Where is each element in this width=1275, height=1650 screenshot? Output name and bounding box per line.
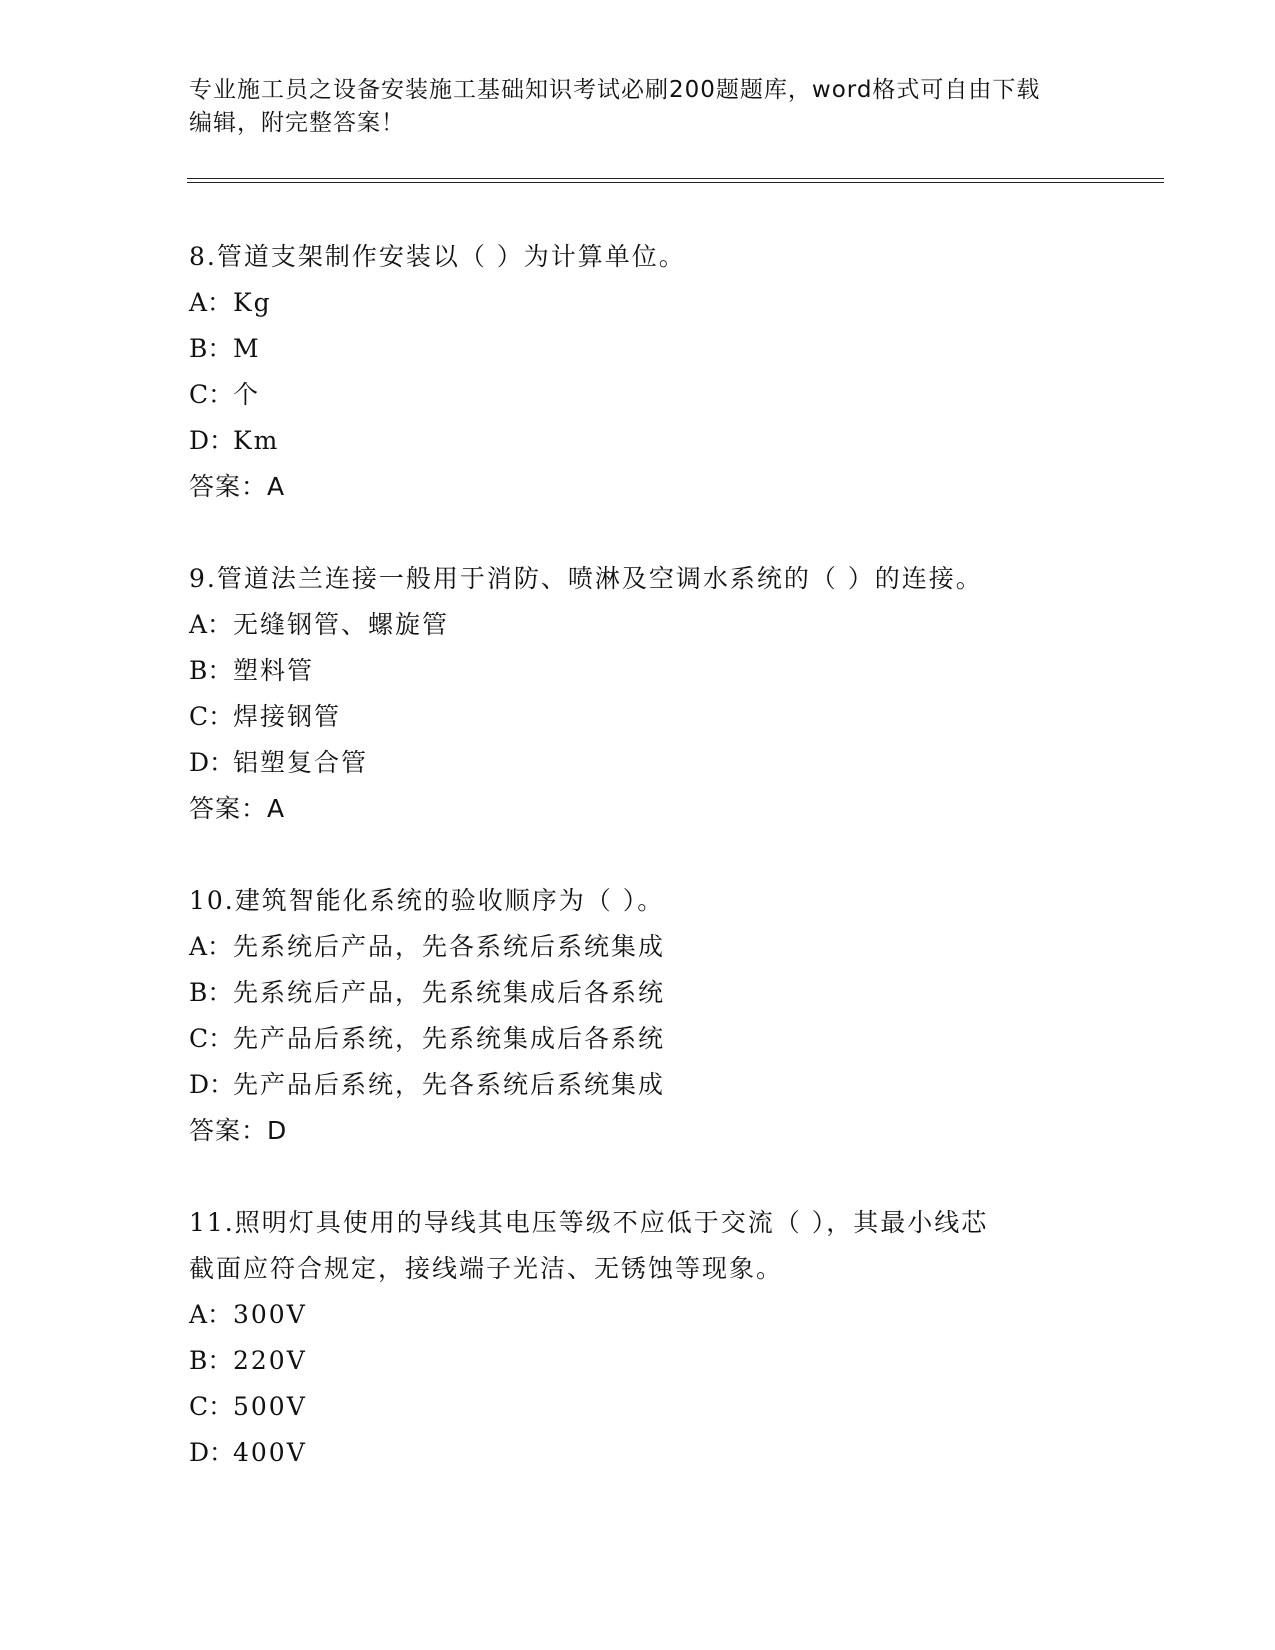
option-text: 先产品后系统，先各系统后系统集成	[233, 1070, 666, 1099]
option-c	[189, 694, 1089, 740]
option-text: 220V	[233, 1346, 307, 1375]
option-key: C：	[189, 1392, 234, 1421]
option-key: A：	[189, 932, 233, 961]
header-line-2: 编辑，附完整答案！	[189, 110, 405, 136]
option-text: Km	[233, 426, 280, 455]
option-key: D：	[189, 1438, 235, 1467]
question-9	[189, 556, 1089, 832]
option-text: 先产品后系统，先系统集成后各系统	[233, 1024, 666, 1053]
option-c	[189, 1384, 1089, 1430]
option-c	[189, 1016, 1089, 1062]
question-stem-line-2: 截面应符合规定，接线端子光洁、无锈蚀等现象。	[189, 1254, 784, 1283]
option-b	[189, 326, 1089, 372]
option-key: C：	[189, 1024, 234, 1053]
option-text: Kg	[233, 288, 272, 317]
option-key: B：	[189, 334, 233, 363]
option-c	[189, 372, 1089, 418]
option-text: 焊接钢管	[233, 702, 342, 731]
option-b	[189, 1338, 1089, 1384]
option-text: 500V	[233, 1392, 307, 1421]
answer-line: 答案：A	[189, 794, 286, 823]
option-text: 先系统后产品，先系统集成后各系统	[233, 978, 666, 1007]
option-key: D：	[189, 1070, 235, 1099]
question-10	[189, 878, 1089, 1154]
option-key: D：	[189, 426, 235, 455]
option-text: 个	[233, 380, 261, 409]
option-text: 铝塑复合管	[233, 748, 369, 777]
option-key: D：	[189, 748, 235, 777]
option-key: B：	[189, 1346, 233, 1375]
question-stem: 10.建筑智能化系统的验收顺序为（ ）。	[189, 886, 665, 915]
option-key: A：	[189, 1300, 233, 1329]
option-key: C：	[189, 702, 234, 731]
header-line-1: 专业施工员之设备安装施工基础知识考试必刷200题题库，word格式可自由下载	[189, 77, 1041, 103]
option-text: 无缝钢管、螺旋管	[233, 610, 450, 639]
option-text: 先系统后产品，先各系统后系统集成	[233, 932, 666, 961]
option-text: 塑料管	[233, 656, 315, 685]
option-b	[189, 648, 1089, 694]
question-11	[189, 1200, 1089, 1476]
document-header	[189, 74, 1089, 140]
header-divider	[187, 178, 1164, 183]
option-b	[189, 970, 1089, 1016]
answer-line: 答案：A	[189, 472, 286, 501]
option-d	[189, 1062, 1089, 1108]
option-d	[189, 1430, 1089, 1476]
option-text: 400V	[233, 1438, 307, 1467]
option-key: C：	[189, 380, 234, 409]
option-a	[189, 280, 1089, 326]
question-8	[189, 234, 1089, 510]
option-d	[189, 418, 1089, 464]
question-stem: 9.管道法兰连接一般用于消防、喷淋及空调水系统的（ ）的连接。	[189, 564, 983, 593]
answer-line: 答案：D	[189, 1116, 288, 1145]
question-stem-line-1: 11.照明灯具使用的导线其电压等级不应低于交流（ ），其最小线芯	[189, 1208, 989, 1237]
option-key: A：	[189, 288, 233, 317]
option-d	[189, 740, 1089, 786]
option-key: B：	[189, 978, 233, 1007]
option-key: A：	[189, 610, 233, 639]
option-text: 300V	[233, 1300, 307, 1329]
option-key: B：	[189, 656, 233, 685]
option-a	[189, 924, 1089, 970]
question-stem: 8.管道支架制作安装以（ ）为计算单位。	[189, 242, 686, 271]
option-a	[189, 1292, 1089, 1338]
option-text: M	[233, 334, 261, 363]
option-a	[189, 602, 1089, 648]
